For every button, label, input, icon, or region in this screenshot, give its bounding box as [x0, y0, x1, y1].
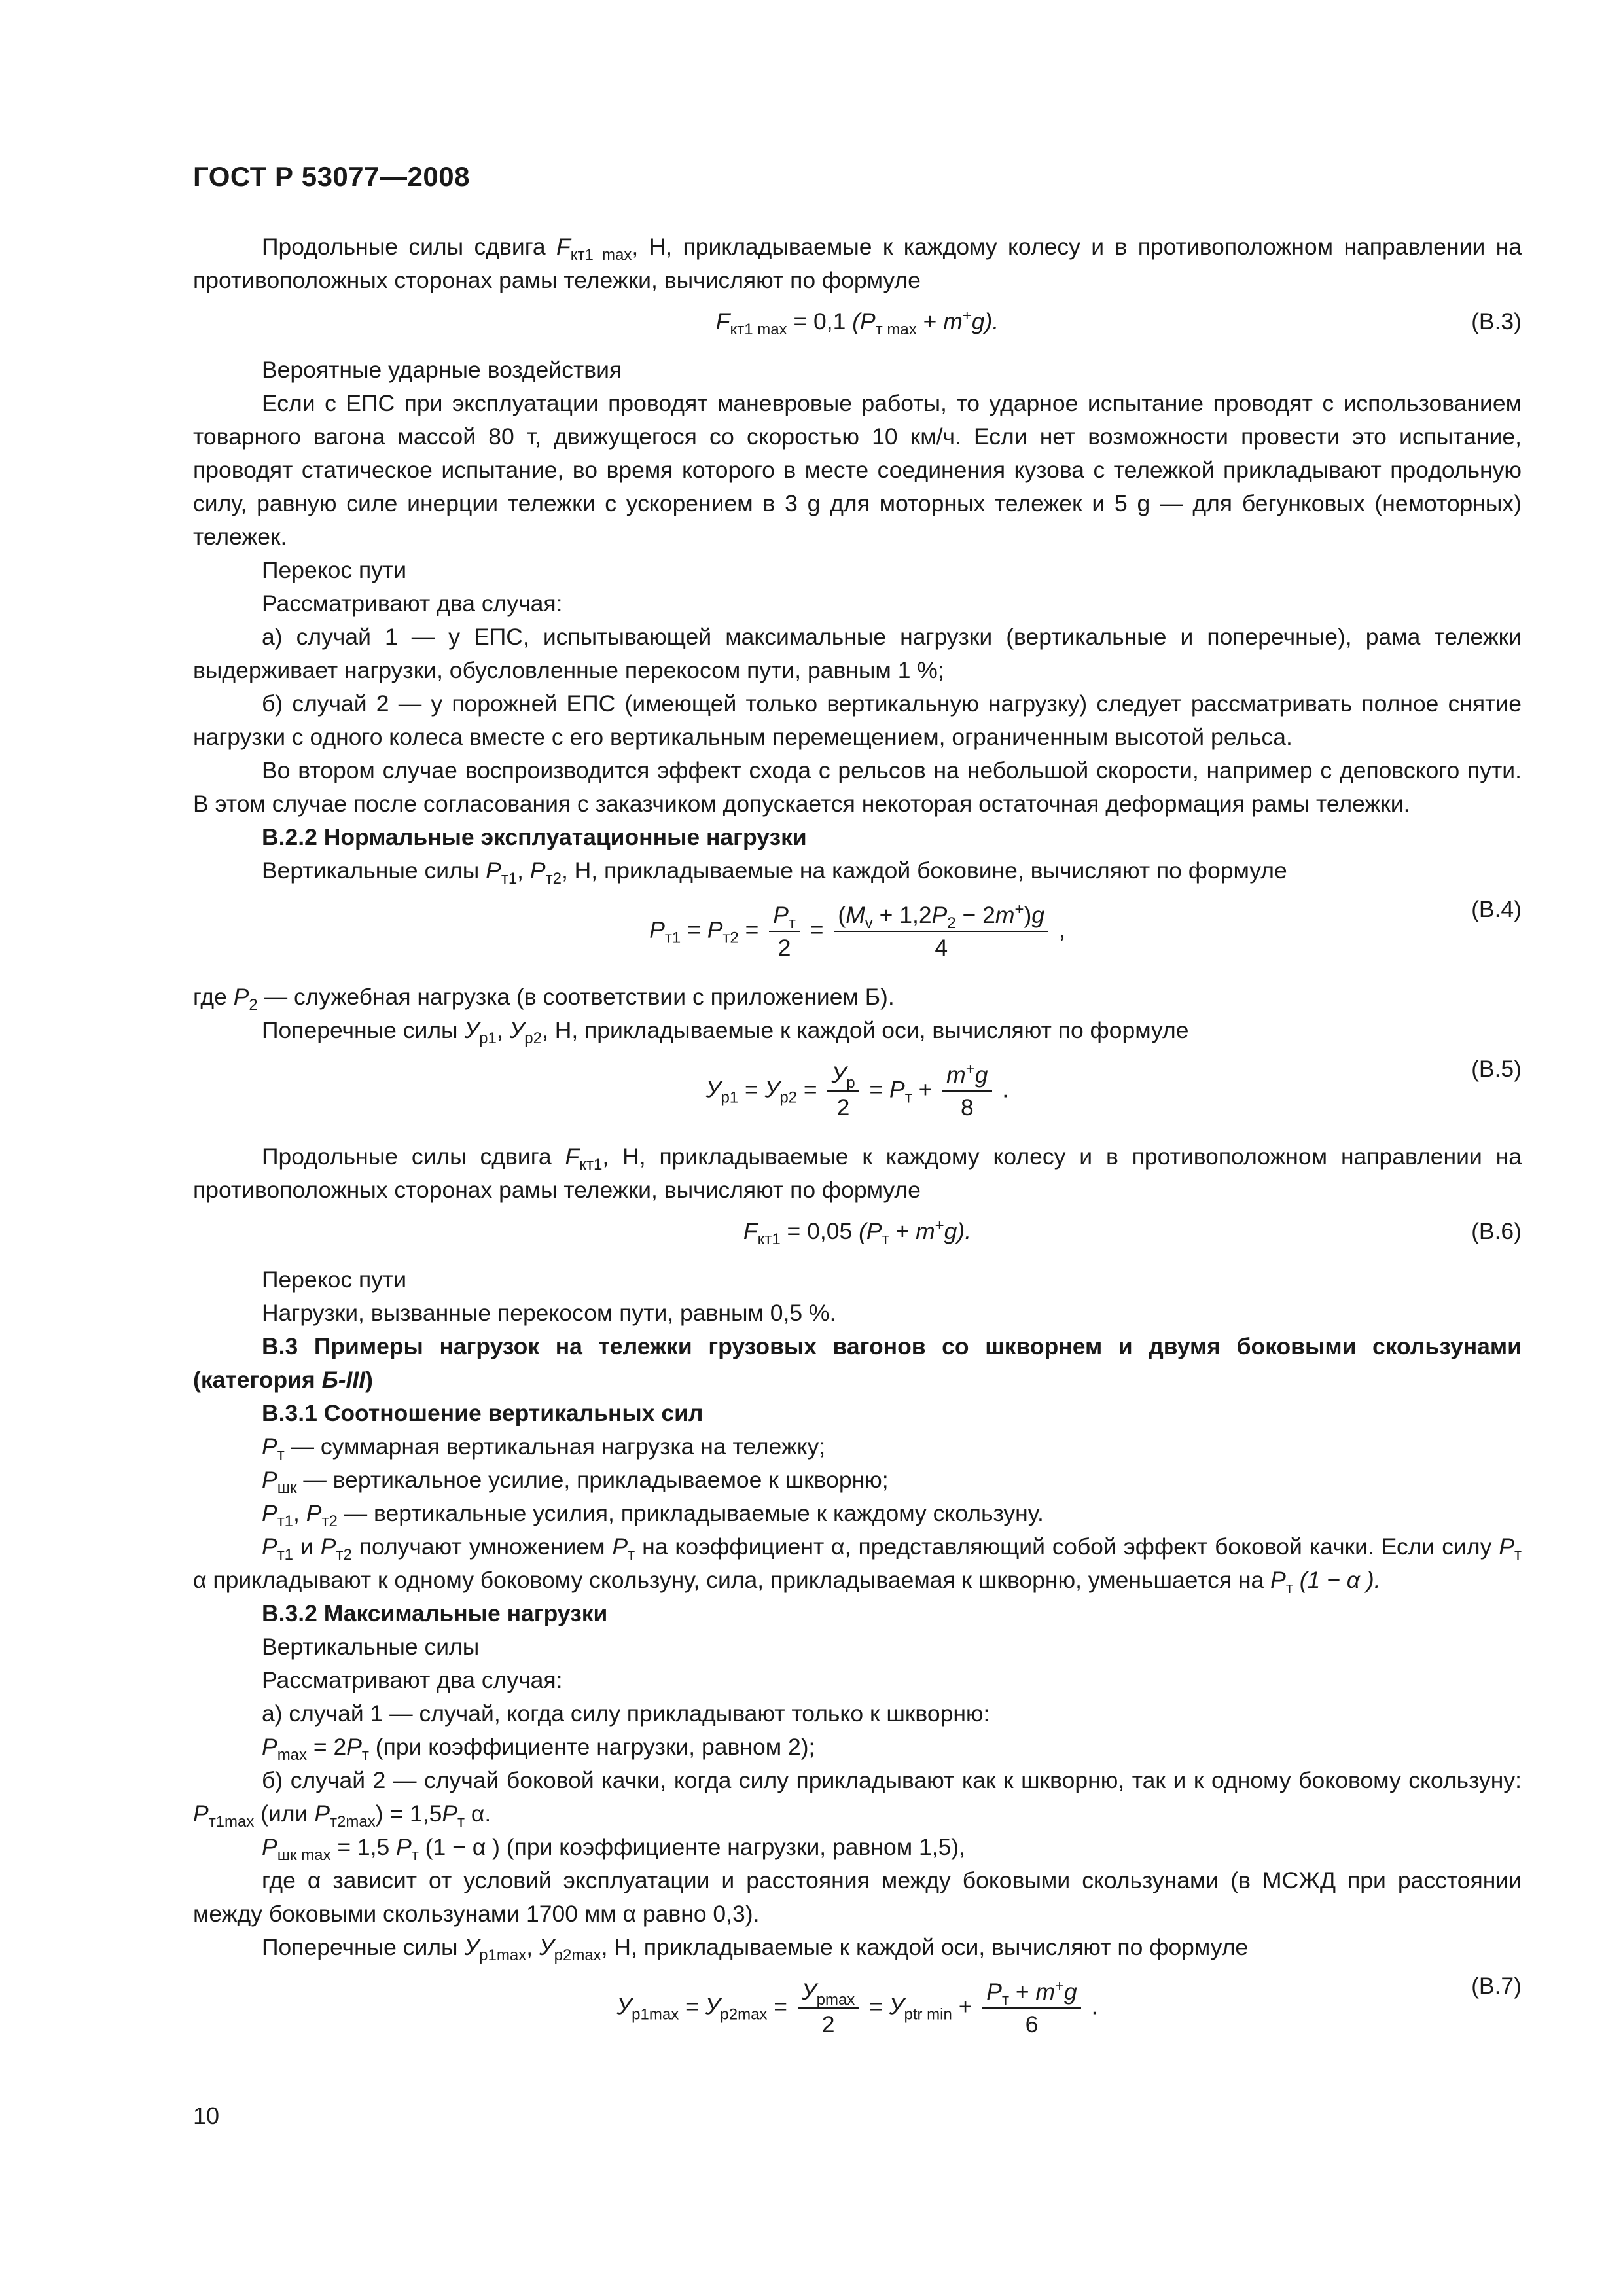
paragraph: Рассматривают два случая:: [262, 1667, 563, 1693]
paragraph: Вероятные ударные воздействия: [262, 357, 622, 383]
section-heading: В.2.2 Нормальные эксплуатационные нагрузки: [262, 824, 807, 850]
paragraph: Перекос пути: [262, 557, 407, 583]
formula-b4: $P_{т1} = P_{т2}$ = $\frac{P_т}{2}$ = $\frac{(M_v + 1,2P_2 - 2m^+)g}{4}$ , (В.4): [193, 893, 1522, 980]
paragraph: Продольные силы сдвига $F_{кт1 max}$, Н, прикладываемые к каждому колесу и в противоположном направлении на противоположных сторонах рамы тележки, вычисляют по формуле: [193, 234, 1522, 293]
paragraph: Вертикальные силы $P_{т1}$, $P_{т2}$, Н, прикладываемые на каждой боковине, вычисляют по формуле: [262, 857, 1287, 888]
formula-number: (В.4): [1471, 896, 1522, 922]
formula-number: (В.6): [1471, 1218, 1522, 1244]
paragraph: Рассматривают два случая:: [262, 590, 563, 617]
list-item: б) случай 2 — случай боковой качки, когда силу прикладывают как к шкворню, так и к одному боковому скользуну: $P_{т1max}$ (или $P_{т2max}) = 1,5P_т$ α.: [193, 1767, 1522, 1831]
formula-number: (В.5): [1471, 1056, 1522, 1082]
document-header: ГОСТ Р 53077—2008: [193, 161, 470, 192]
formula-b3: $F_{кт1 max} = 0,1$ $(P_{т max} + m^+g)$. (В.3): [193, 305, 1522, 353]
list-item: а) случай 1 — случай, когда силу прикладывают только к шкворню:: [262, 1700, 990, 1727]
paragraph: Во втором случае воспроизводится эффект схода с рельсов на небольшой скорости, например с деповского пути. В этом случае после согласования с заказчиком допускается некоторая остаточная деформация рамы тележки.: [193, 757, 1522, 817]
paragraph: $P_{т1}$, $P_{т2}$ — вертикальные усилия, прикладываемые к каждому скользуну.: [262, 1500, 1044, 1531]
formula-number: (В.3): [1471, 308, 1522, 334]
formula-b7: $У_{р1max} = У_{р2max}$ = $\frac{У_{рmax}}{2}$ = $У_{ptr min}$ + $\frac{P_т + m^+g}{6}$ . (В.7): [193, 1969, 1522, 2057]
paragraph: Если с ЕПС при эксплуатации проводят маневровые работы, то ударное испытание проводят с использованием товарного вагона массой 80 т, движущегося со скоростью 10 км/ч. Если нет возможности провести это испытание, проводят статическое испытание, во время которого в месте соединения кузова с тележкой прикладывают продольную силу, равную силе инерции тележки с ускорением в 3 g для моторных тележек и 5 g — для бегунковых (немоторных) тележек.: [193, 390, 1522, 550]
document-body: [193, 230, 1522, 2057]
paragraph: Поперечные силы $У_{р1max}$, $У_{р2max}$, Н, прикладываемые к каждой оси, вычисляют по формуле: [262, 1934, 1249, 1965]
paragraph: Вертикальные силы: [262, 1634, 480, 1660]
paragraph: Перекос пути: [262, 1266, 407, 1293]
document-page: [193, 0, 1522, 2296]
paragraph: $P_{шк}$ — вертикальное усилие, прикладываемое к шкворню;: [262, 1467, 889, 1498]
list-item: а) случай 1 — у ЕПС, испытывающей максимальные нагрузки (вертикальные и поперечные), рама тележки выдерживает нагрузки, обусловленные перекосом пути, равным 1 %;: [193, 624, 1522, 683]
paragraph: $P_{max} = 2P_т$ (при коэффициенте нагрузки, равном 2);: [262, 1734, 815, 1765]
paragraph: Продольные силы сдвига $F_{кт1}$, Н, прикладываемые к каждому колесу и в противоположном направлении на противоположных сторонах рамы тележки, вычисляют по формуле: [193, 1143, 1522, 1203]
paragraph: где $P_2$ — служебная нагрузка (в соответствии с приложением Б).: [193, 984, 895, 1014]
paragraph: $P_{шк max} = 1,5$ $P_т$ (1 − α ) (при коэффициенте нагрузки, равном 1,5),: [262, 1834, 966, 1865]
list-item: б) случай 2 — у порожней ЕПС (имеющей только вертикальную нагрузку) следует рассматривать полное снятие нагрузки с одного колеса вместе с его вертикальным перемещением, ограниченным высотой рельса.: [193, 691, 1522, 750]
paragraph: $P_{т1}$ и $P_{т2}$ получают умножением $P_т$ на коэффициент α, представляющий собой эффект боковой качки. Если силу $P_т$ α прикладывают к одному боковому скользуну, сила, прикладываемая к шкворню, уменьшается на $P_т$ (1 − α ).: [193, 1534, 1522, 1598]
formula-b5: $У_{р1} = У_{р2}$ = $\frac{У_р}{2}$ = $P_т$ + $\frac{m^+g}{8}$ . (В.5): [193, 1052, 1522, 1140]
page-number: 10: [193, 2102, 220, 2129]
paragraph: Нагрузки, вызванные перекосом пути, равным 0,5 %.: [262, 1300, 836, 1326]
subsection-heading: В.3.1 Соотношение вертикальных сил: [262, 1400, 704, 1426]
subsection-heading: В.3.2 Максимальные нагрузки: [262, 1600, 608, 1626]
paragraph: где α зависит от условий эксплуатации и расстояния между боковыми скользунами (в МСЖД при расстоянии между боковыми скользунами 1700 мм α равно 0,3).: [193, 1867, 1522, 1927]
paragraph: Поперечные силы $У_{р1}$, $У_{р2}$, Н, прикладываемые к каждой оси, вычисляют по формуле: [262, 1017, 1189, 1048]
paragraph: $P_т$ — суммарная вертикальная нагрузка на тележку;: [262, 1433, 826, 1464]
section-heading: В.3 Примеры нагрузок на тележки грузовых вагонов со шкворнем и двумя боковыми скользунами (категория Б-III): [193, 1333, 1522, 1393]
formula-b6: $F_{кт1} = 0,05$ $(P_т + m^+g)$. (В.6): [193, 1215, 1522, 1263]
formula-number: (В.7): [1471, 1973, 1522, 1999]
